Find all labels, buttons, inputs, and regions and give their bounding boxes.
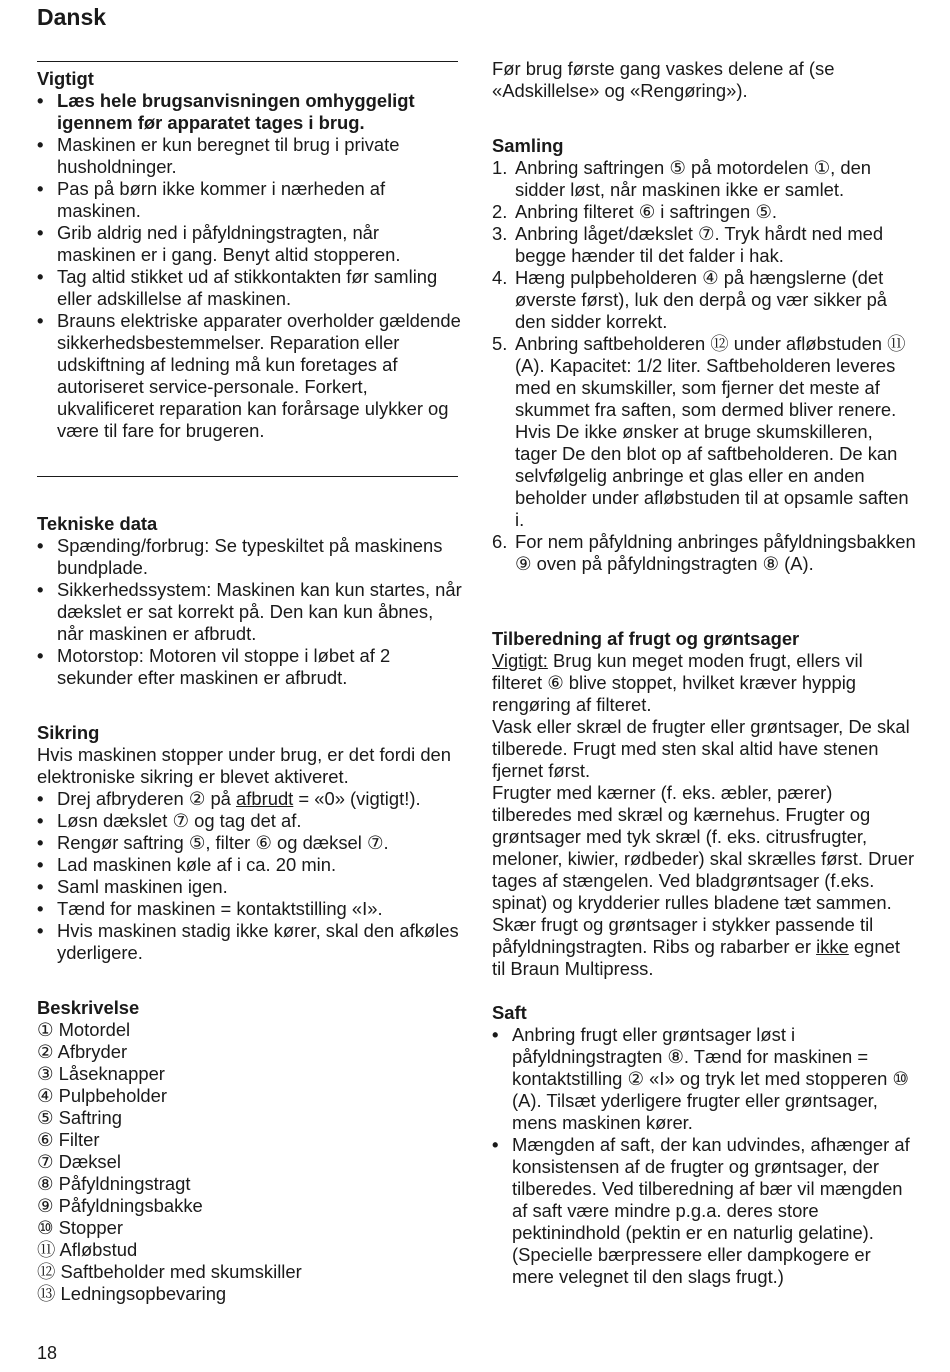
list-item: • Maskinen er kun beregnet til brug i private husholdninger. xyxy=(37,134,462,178)
saft-list xyxy=(492,1024,917,1288)
list-item: • Spænding/forbrug: Se typeskiltet på maskinens bundplade. xyxy=(37,535,462,579)
step-number: 3. xyxy=(492,223,508,244)
list-item: ⑫ Saftbeholder med skumskiller xyxy=(37,1261,302,1282)
step-text: For nem påfyldning anbringes påfyldningsbakken ⑨ oven på påfyldningstragten ⑧ (A). xyxy=(515,531,916,574)
step-text: Hæng pulpbeholderen ④ på hængslerne (det øverste først), luk den derpå og vær sikker på den sidder korrekt. xyxy=(515,267,888,332)
step-number: 6. xyxy=(492,531,508,552)
list-item xyxy=(492,157,917,201)
samling-list xyxy=(492,157,917,575)
vigtigt-text: Brug kun meget moden frugt, ellers vil filteret ⑥ blive stoppet, hvilket kræver hyppig rengøring af filteret. xyxy=(492,650,863,715)
step-number: 4. xyxy=(492,267,508,288)
section-sikring xyxy=(37,722,462,964)
tilberedning-vigtigt xyxy=(492,650,917,716)
p3-underlined: ikke xyxy=(816,936,849,957)
section-tilberedning xyxy=(492,628,917,980)
list-item: ① Motordel xyxy=(37,1019,131,1040)
list-item xyxy=(492,531,917,575)
list-item: ⑦ Dæksel xyxy=(37,1151,121,1172)
list-item: ② Afbryder xyxy=(37,1041,128,1062)
list-item: • Pas på børn ikke kommer i nærheden af maskinen. xyxy=(37,178,462,222)
tilberedning-paragraph-2: Vask eller skræl de frugter eller grøntsager, De skal tilberede. Frugt med sten skal altid have stenen fjernet først. xyxy=(492,716,910,781)
step-number: 2. xyxy=(492,201,508,222)
step-number: 5. xyxy=(492,333,508,354)
list-item: ③ Låseknapper xyxy=(37,1063,165,1084)
list-item: • Rengør saftring ⑤, filter ⑥ og dæksel ⑦. xyxy=(37,832,462,854)
list-item: • Hvis maskinen stadig ikke kører, skal den afkøles yderligere. xyxy=(37,920,462,964)
beskrivelse-heading: Beskrivelse xyxy=(37,997,140,1018)
tekniske-heading: Tekniske data xyxy=(37,513,158,534)
step-text: Anbring saftringen ⑤ på motordelen ①, den sidder løst, når maskinen ikke er samlet. xyxy=(515,157,872,200)
step-text: Anbring filteret ⑥ i saftringen ⑤. xyxy=(515,201,777,222)
page-title: Dansk xyxy=(37,4,107,30)
intro-paragraph: Før brug første gang vaskes delene af (se «Adskillelse» og «Rengøring»). xyxy=(492,58,835,101)
sikring-heading: Sikring xyxy=(37,722,100,743)
list-item: • Løsn dækslet ⑦ og tag det af. xyxy=(37,810,462,832)
divider-top xyxy=(37,61,458,62)
p3-pre: Frugter med kærner (f. eks. æbler, pærer) tilberedes med skræl og kærnehus. Frugter og grøntsager med tyk skræl (f. eks. citrusfrugter, meloner, kiwier, rødbeder) skal skrælles først. Druer tages af stængelen. Ved bladgrøntsager (f.eks. spinat) og krydderier rulles bladene tæt sammen. Skær frugt og grøntsager i stykker passende til påfyldningstragten. Ribs og rabarber er xyxy=(492,782,915,957)
step-text: Anbring saftbeholderen ⑫ under afløbstuden ⑪ (A). Kapacitet: 1/2 liter. Saftbeholderen leveres med en skumskiller, som fjerner det meste af skummet fra saften, som dermed bliver renere. Hvis De ikke ønsker at bruge skumskilleren, tager De den blot op af saftbeholderen. De kan selvfølgelig anbringe et glas eller en anden beholder under afløbstuden til at opsamle saften i. xyxy=(515,333,909,530)
tilberedning-paragraph-3 xyxy=(492,782,917,980)
step-text: Anbring låget/dækslet ⑦. Tryk hårdt ned med begge hænder til det falder i hak. xyxy=(515,223,884,266)
samling-heading: Samling xyxy=(492,135,564,156)
list-item: ⑩ Stopper xyxy=(37,1217,124,1238)
section-vigtigt xyxy=(37,68,462,442)
list-item: • Lad maskinen køle af i ca. 20 min. xyxy=(37,854,462,876)
list-item: ⑥ Filter xyxy=(37,1129,100,1150)
list-item: ⑨ Påfyldningsbakke xyxy=(37,1195,203,1216)
parts-list xyxy=(37,1019,462,1305)
list-item: • Saml maskinen igen. xyxy=(37,876,462,898)
list-item: • Tag altid stikket ud af stikkontakten før samling eller adskillelse af maskinen. xyxy=(37,266,462,310)
list-item: ⑬ Ledningsopbevaring xyxy=(37,1283,227,1304)
list-item: • Grib aldrig ned i påfyldningstragten, når maskinen er i gang. Benyt altid stopperen. xyxy=(37,222,462,266)
list-item xyxy=(492,267,917,333)
list-item: • Motorstop: Motoren vil stoppe i løbet af 2 sekunder efter maskinen er afbrudt. xyxy=(37,645,462,689)
list-item: ⑧ Påfyldningstragt xyxy=(37,1173,191,1194)
sikring-item1-underlined: afbrudt xyxy=(236,788,294,809)
p3-post: egnet til Braun Multipress. xyxy=(492,936,900,979)
section-samling xyxy=(492,135,917,575)
step-number: 1. xyxy=(492,157,508,178)
list-item: • Tænd for maskinen = kontaktstilling «I». xyxy=(37,898,462,920)
page-number: 18 xyxy=(37,1343,58,1363)
list-item: ④ Pulpbeholder xyxy=(37,1085,167,1106)
list-item: • Mængden af saft, der kan udvindes, afhænger af konsistensen af de frugter og grøntsager, der tilberedes. Ved tilberedning af bær vil mængden af saft være mindre p.g.a. deres store pektinindhold (pektin er en naturlig gelatine). (Specielle bærpressere eller dampkogere er mere velegnet til den slags frugt.) xyxy=(492,1134,917,1288)
list-item: ⑤ Saftring xyxy=(37,1107,122,1128)
list-item xyxy=(492,201,917,223)
sikring-list xyxy=(37,788,462,964)
list-item xyxy=(37,788,462,810)
list-item: • Læs hele brugsanvisningen omhyggeligt igennem før apparatet tages i brug. xyxy=(37,90,462,134)
section-beskrivelse xyxy=(37,997,462,1305)
vigtigt-label: Vigtigt: xyxy=(492,650,548,671)
section-tekniske-data xyxy=(37,513,462,689)
list-item: • Sikkerhedssystem: Maskinen kan kun startes, når dækslet er sat korrekt på. Den kan kun åbnes, når maskinen er afbrudt. xyxy=(37,579,462,645)
list-item xyxy=(492,333,917,531)
list-item xyxy=(492,223,917,267)
sikring-item1-pre: Drej afbryderen ② på xyxy=(57,788,237,809)
vigtigt-heading: Vigtigt xyxy=(37,68,94,89)
divider-middle xyxy=(37,476,458,477)
sikring-intro: Hvis maskinen stopper under brug, er det fordi den elektroniske sikring er blevet aktiveret. xyxy=(37,744,452,787)
tilberedning-heading: Tilberedning af frugt og grøntsager xyxy=(492,628,800,649)
vigtigt-list xyxy=(37,90,462,442)
saft-heading: Saft xyxy=(492,1002,527,1023)
sikring-item1-post: = «0» (vigtigt!). xyxy=(293,788,421,809)
section-saft xyxy=(492,1002,917,1288)
list-item: ⑪ Afløbstud xyxy=(37,1239,138,1260)
list-item: • Anbring frugt eller grøntsager løst i påfyldningstragten ⑧. Tænd for maskinen = kontaktstilling ② «I» og tryk let med stopperen ⑩ (A). Tilsæt yderligere frugter eller grøntsager, mens maskinen kører. xyxy=(492,1024,917,1134)
section-intro xyxy=(492,58,917,102)
list-item: • Brauns elektriske apparater overholder gældende sikkerhedsbestemmelser. Reparation eller udskiftning af ledning må kun foretages af autoriseret service-personale. Forkert, ukvalificeret reparation kan forårsage ulykker og være til fare for brugeren. xyxy=(37,310,462,442)
tekniske-list xyxy=(37,535,462,689)
